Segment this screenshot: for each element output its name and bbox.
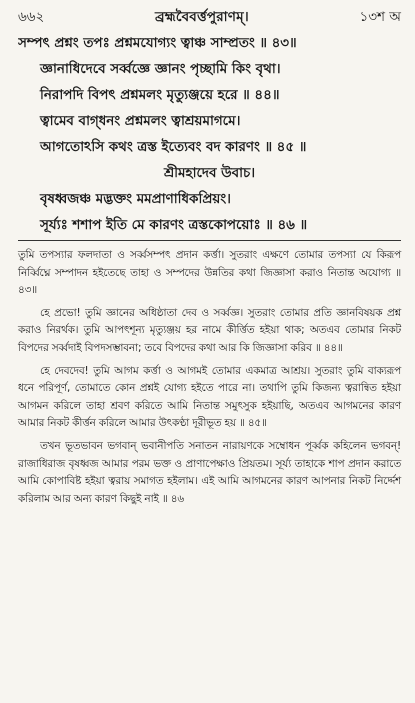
translation-paragraph: তুমি তপস্যার ফলদাতা ও সর্ব্বসম্পৎ প্রদান কর্ত্তা। সুতরাং এক্ষণে তোমার তপস্যা যে কিরূপ নির্ব্বিঘ্নে সম্পাদন হইতেছে তাহা ও সম্পদের উন্নতির কথা জিজ্ঞাসা করাও নিতান্ত অযোগ্য ॥ ৪৩॥ (18, 249, 401, 297)
verse-line: আগতোঽসি কথং ত্রস্ত ইত্যেবং বদ কারণং ॥ ৪৫ ॥ (40, 139, 307, 155)
divider-rule (18, 240, 401, 241)
page-header (18, 6, 401, 28)
page-number: ৬৬২ (18, 9, 45, 25)
speaker-heading: শ্রীমহাদেব উবাচ। (164, 165, 255, 181)
chapter-label: ১৩শ অ (359, 9, 401, 25)
verse-line: নিরাপদি বিপৎ প্রশ্নমলং মৃত্যুঞ্জয়ে হরে ॥ ৪৪॥ (40, 87, 280, 103)
translation-paragraph: হে দেবদেব! তুমি আগম কর্ত্তা ও আগমই তোমার একমাত্র আশ্রয়। সুতরাং তুমি বাক্যরূপ ধনে পরিপূর্ণ, তোমাতে কোন প্রশ্নই যোগ্য হইতে পারে না। তথাপি তুমি কিজন্য ত্বরান্বিত হইয়া আগমন করিলে তাহা শ্রবণ করিতে আমি নিতান্ত সমুৎসুক হইয়াছি, অতএব আগমনের কারণ আমার নিকট কীর্ত্তন করিলে আমার উৎকণ্ঠা দূরীভূত হয় ॥ ৪৫॥ (18, 364, 401, 430)
verse-line: ত্বামেব বাগ্‌ধনং প্রশ্নমলং ত্বাশ্রয়মাগমে। (40, 113, 241, 129)
running-title: ব্রহ্মবৈবর্ত্তপুরাণম্। (154, 9, 249, 25)
bengali-translation (18, 247, 401, 508)
translation-paragraph: তখন ভূতভাবন ভগবান্ ভবানীপতি সনাতন নারায়ণকে সম্বোধন পূর্ব্বক কহিলেন ভগবন্! রাজাধিরাজ বৃষধ্বজ আমার পরম ভক্ত ও প্রাণাপেক্ষাও প্রিয়তম। সূর্য্য তাহাকে শাপ প্রদান করাতে আমি কোপাবিষ্ট হইয়া ত্বরায় সমাগত হইলাম। এই আমি আগমনের কারণ আপনার নিকট নির্দ্দেশ করিলাম আর অন্য কারণ কিছুই নাই ॥ ৪৬ (18, 439, 401, 505)
verse-line: বৃষধ্বজঞ্চ মদ্ভক্তং মমপ্রাণাধিকপ্রিয়ং। (40, 191, 231, 207)
translation-paragraph: হে প্রভো! তুমি জ্ঞানের অধিষ্ঠাতা দেব ও সর্ব্বজ্ঞ। সুতরাং তোমার প্রতি জ্ঞানবিষয়ক প্রশ্ন করাও নিরর্থক। তুমি আপৎশূন্য মৃত্যুঞ্জয় হর নামে কীর্ত্তিত হইয়া থাক; অতএব তোমার নিকট বিপদের সর্ব্বদাই বিপদসম্ভাবনা; তবে বিপদের কথা আর কি জিজ্ঞাসা করিব ॥ ৪৪॥ (18, 306, 401, 354)
verse-line: সম্পৎ প্রশ্নং তপঃ প্রশ্নমযোগ্যং ত্বাঞ্চ সাম্প্রতং ॥ ৪৩॥ (18, 35, 297, 51)
verse-line: জ্ঞানাধিদেবে সর্ব্বজ্ঞে জ্ঞানং পৃচ্ছামি কিং বৃথা। (40, 61, 281, 77)
sanskrit-verses (18, 30, 401, 238)
verse-line: সূর্য্যঃ শশাপ ইতি মে কারণং ত্রস্তকোপয়োঃ ॥ ৪৬ ॥ (40, 217, 308, 233)
